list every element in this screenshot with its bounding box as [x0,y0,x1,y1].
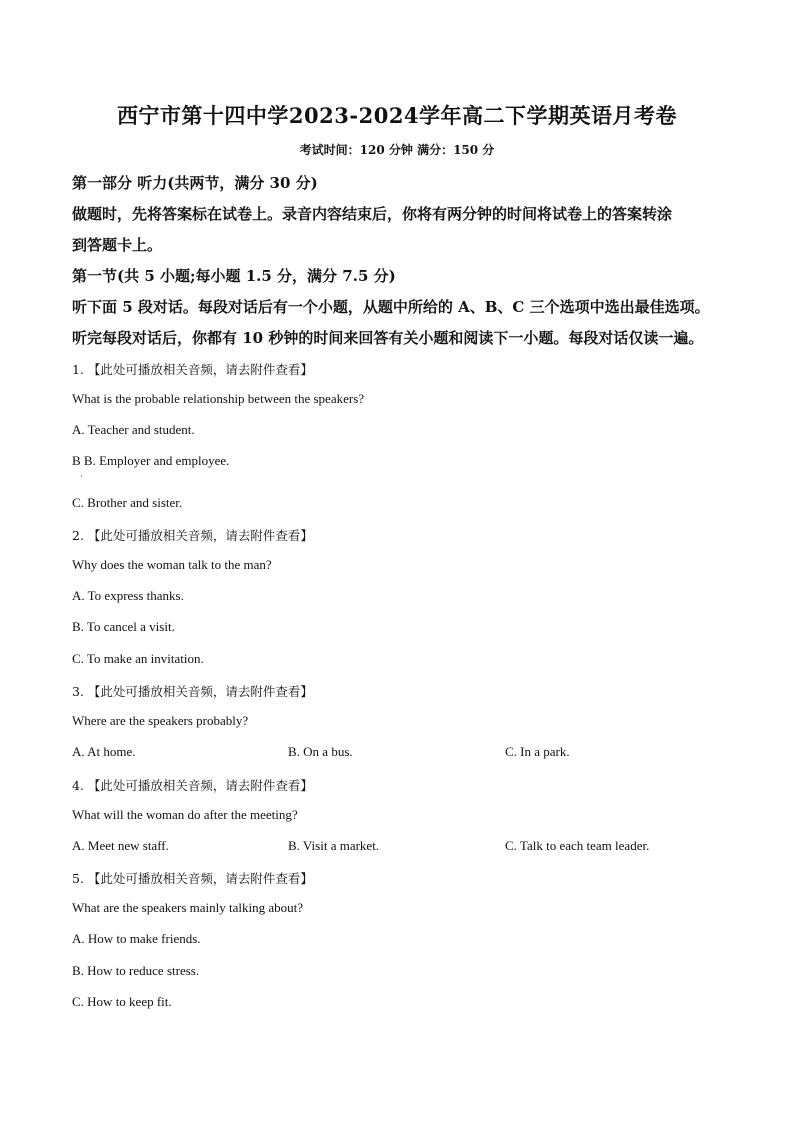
question-2-option-a: A. To express thanks. [72,588,184,603]
question-4-option-a: A. Meet new staff. [72,838,169,853]
question-1-audio-label: 1. 【此处可播放相关音频，请去附件查看】 [72,362,313,377]
question-5-option-a: A. How to make friends. [72,931,201,946]
question-2-audio-label: 2. 【此处可播放相关音频，请去附件查看】 [72,528,313,543]
question-1-option-b: B B. Employer and employee. [72,453,230,468]
question-5-option-c: C. How to keep fit. [72,994,172,1009]
question-1-text: What is the probable relationship between the speakers? [72,391,365,406]
question-2-option-c: C. To make an invitation. [72,651,204,666]
stray-mark: · [80,472,83,481]
question-5-text: What are the speakers mainly talking about? [72,900,304,915]
question-2-option-b: B. To cancel a visit. [72,619,175,634]
question-1-option-a: A. Teacher and student. [72,422,195,437]
question-4-option-c: C. Talk to each team leader. [505,838,650,853]
question-3-option-c: C. In a park. [505,744,570,759]
instruction-line: 做题时，先将答案标在试卷上。录音内容结束后，你将有两分钟的时间将试卷上的答案转涂 [72,205,673,223]
page-title: 西宁市第十四中学2023-2024学年高二下学期英语月考卷 [116,103,678,128]
question-3-option-b: B. On a bus. [288,744,353,759]
question-2-text: Why does the woman talk to the man? [72,557,272,572]
question-3-option-a: A. At home. [72,744,136,759]
instruction-line: 到答题卡上。 [72,236,163,254]
instruction-line: 听下面 5 段对话。每段对话后有一个小题，从题中所给的 A、B、C 三个选项中选出最佳选项。 [72,298,710,316]
question-4-text: What will the woman do after the meeting? [72,807,298,822]
question-5-audio-label: 5. 【此处可播放相关音频，请去附件查看】 [72,871,313,886]
question-3-audio-label: 3. 【此处可播放相关音频，请去附件查看】 [72,684,313,699]
question-5-option-b: B. How to reduce stress. [72,963,200,978]
section-heading: 第一节(共 5 小题;每小题 1.5 分，满分 7.5 分) [72,267,396,285]
instruction-line: 听完每段对话后，你都有 10 秒钟的时间来回答有关小题和阅读下一小题。每段对话仅读一遍。 [72,329,704,347]
question-1-option-c: C. Brother and sister. [72,495,183,510]
question-4-option-b: B. Visit a market. [288,838,380,853]
question-3-text: Where are the speakers probably? [72,713,249,728]
question-4-audio-label: 4. 【此处可播放相关音频，请去附件查看】 [72,778,313,793]
exam-info: 考试时间：120 分钟 满分：150 分 [299,143,495,157]
part-heading: 第一部分 听力(共两节，满分 30 分) [72,174,318,192]
